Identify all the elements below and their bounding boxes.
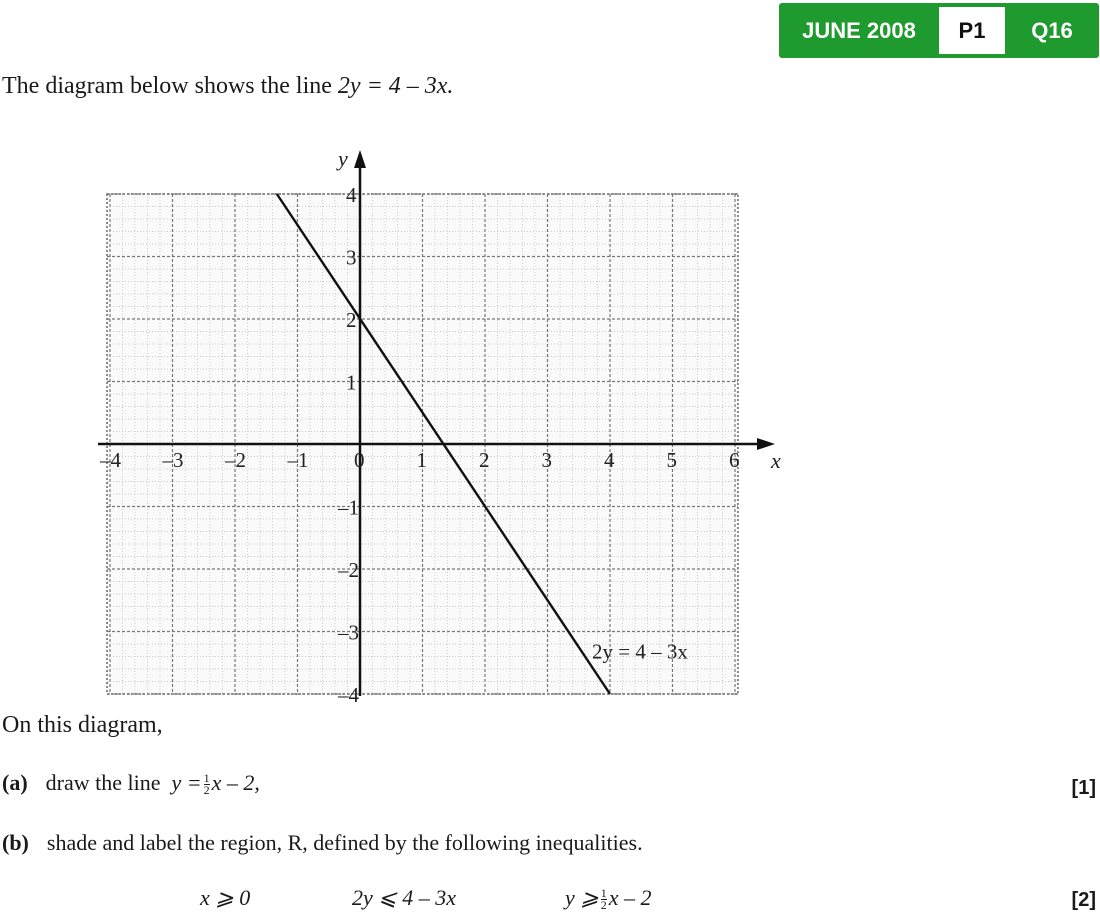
inequality-3-prefix: y ⩾	[565, 885, 599, 910]
y-tick-label: 2	[346, 308, 357, 332]
x-tick-label: 6	[729, 448, 740, 472]
line-equation-label: 2y = 4 – 3x	[592, 639, 688, 664]
part-a-eq-suffix: x – 2,	[211, 770, 260, 795]
y-tick-label: 4	[346, 183, 357, 207]
y-tick-label: –1	[338, 495, 359, 520]
part-a-eq-prefix: y =	[171, 770, 202, 795]
exam-reference-badge	[779, 3, 1099, 58]
inequality-1-text: x ⩾ 0	[200, 885, 251, 910]
y-tick-label: 3	[346, 245, 357, 270]
part-a-marks: [1]	[1071, 777, 1096, 799]
x-tick-label: 2	[479, 448, 490, 472]
paper-number-label: P1	[939, 7, 1005, 54]
part-a	[2, 770, 260, 796]
part-a-frac-den: 2	[203, 783, 210, 798]
inequality-3-fraction	[601, 888, 607, 911]
x-tick-label: –1	[287, 448, 309, 472]
inequality-2-text: 2y ⩽ 4 – 3x	[352, 885, 456, 910]
x-tick-label: –4	[100, 448, 121, 472]
part-b-marks: [2]	[1071, 889, 1096, 911]
y-tick-label: 1	[346, 370, 357, 395]
part-b-text: shade and label the region, R, defined by the following inequalities.	[46, 830, 643, 855]
y-tick-label: –3	[338, 620, 359, 645]
x-tick-label: 3	[541, 448, 552, 472]
x-tick-label: –3	[162, 448, 184, 472]
x-tick-label: 5	[666, 448, 677, 472]
y-tick-label: –4	[338, 683, 359, 705]
x-tick-label: –2	[225, 448, 246, 472]
part-a-letter: (a)	[2, 770, 28, 795]
part-b-letter: (b)	[2, 830, 29, 855]
intro-text: The diagram below shows the line	[2, 73, 338, 99]
y-tick-label: –2	[338, 558, 359, 582]
inequality-1	[200, 885, 250, 911]
coordinate-grid-diagram	[0, 140, 800, 705]
x-axis-label: x	[771, 448, 781, 473]
x-tick-label: 0	[354, 448, 365, 472]
y-axis-arrow	[354, 150, 366, 168]
intro-equation: 2y = 4 – 3x.	[337, 73, 454, 99]
inequality-3-frac-num: 1	[600, 886, 607, 901]
part-a-frac-num: 1	[203, 771, 210, 786]
inequality-3-suffix: x – 2	[608, 885, 652, 910]
y-axis-label: y	[338, 146, 348, 171]
question-number-label: Q16	[1031, 17, 1073, 43]
inequality-3	[565, 885, 651, 911]
question-intro	[2, 73, 453, 100]
instruction-lead: On this diagram,	[2, 712, 163, 738]
inequality-2	[352, 885, 456, 911]
exam-date-label: JUNE 2008	[802, 17, 916, 43]
part-a-text: draw the line	[45, 770, 161, 795]
part-a-fraction	[204, 773, 210, 796]
inequality-3-frac-den: 2	[600, 898, 607, 913]
x-tick-label: 1	[416, 448, 427, 472]
x-tick-label: 4	[604, 448, 615, 472]
part-b	[2, 830, 643, 856]
